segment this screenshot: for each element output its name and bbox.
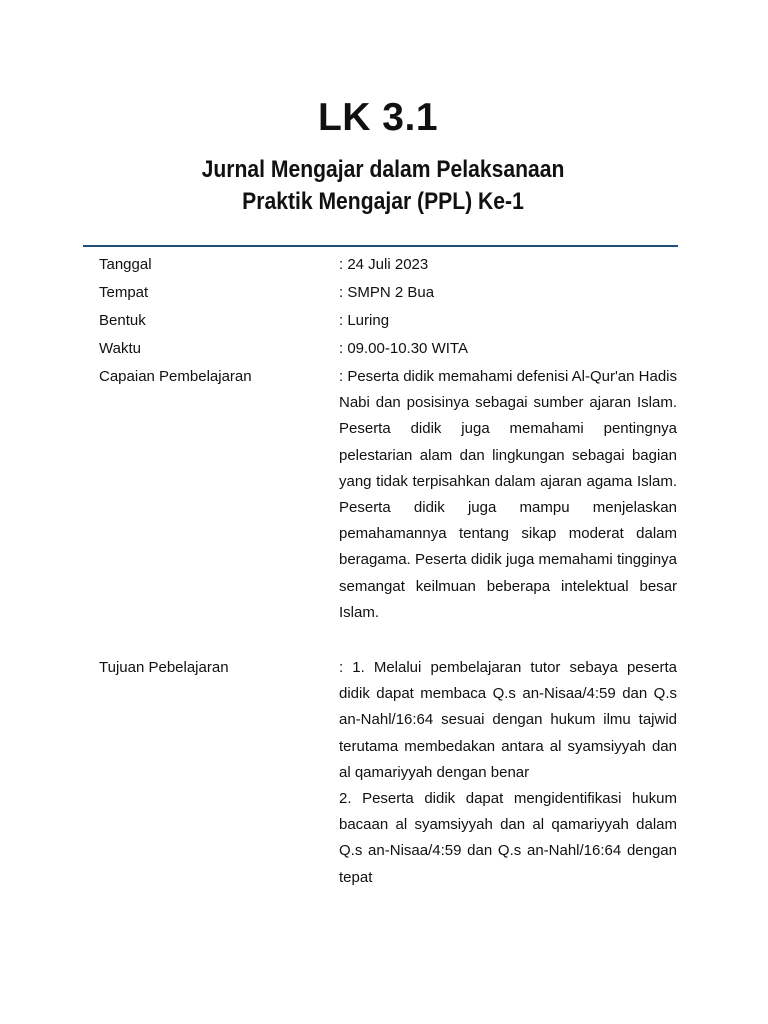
field-value-waktu: : 09.00-10.30 WITA [339, 340, 468, 357]
subtitle-line-2: Praktik Mengajar (PPL) Ke-1 [242, 188, 524, 215]
field-value-tujuan [339, 655, 677, 891]
field-value-tanggal: : 24 Juli 2023 [339, 256, 429, 273]
tujuan-point-2: 2. Peserta didik dapat mengidentifikasi hukum bacaan al syamsiyyah dan al qamariyyah dalam Q.s an-Nisaa/4:59 dan Q.s an-Nahl/16:64 dengan tepat [339, 790, 677, 886]
field-value-bentuk: : Luring [339, 312, 390, 329]
field-value-tempat: : SMPN 2 Bua [339, 284, 435, 301]
document-subtitle [46, 154, 720, 218]
field-label-tujuan: Tujuan Pebelajaran [99, 659, 229, 676]
field-label-tempat: Tempat [99, 284, 149, 301]
field-label-capaian: Capaian Pembelajaran [99, 368, 252, 385]
field-value-capaian [339, 364, 677, 626]
document-title: LK 3.1 [317, 96, 439, 139]
field-label-bentuk: Bentuk [99, 312, 146, 329]
capaian-paragraph: : Peserta didik memahami defenisi Al-Qur'an Hadis Nabi dan posisinya sebagai sumber ajaran Islam. Peserta didik juga memahami pentingnya pelestarian alam dan lingkungan sebagai bagian yang tidak terpisahkan dalam ajaran agama Islam. Peserta didik juga mampu menjelaskan pemahamannya tentang sikap moderat dalam beragama. Peserta didik juga memahami tingginya semangat keilmuan beberapa intelektual besar Islam. [339, 368, 678, 621]
tujuan-point-1: : 1. Melalui pembelajaran tutor sebaya peserta didik dapat membaca Q.s an-Nisaa/4:59 dan Q.s an-Nahl/16:64 sesuai dengan hukum ilmu tajwid terutama membedakan antara al syamsiyyah dan al qamariyyah dengan benar [339, 659, 677, 781]
subtitle-line-1: Jurnal Mengajar dalam Pelaksanaan [201, 156, 565, 183]
field-label-tanggal: Tanggal [99, 256, 152, 273]
header-divider [83, 245, 678, 247]
field-label-waktu: Waktu [99, 340, 141, 357]
